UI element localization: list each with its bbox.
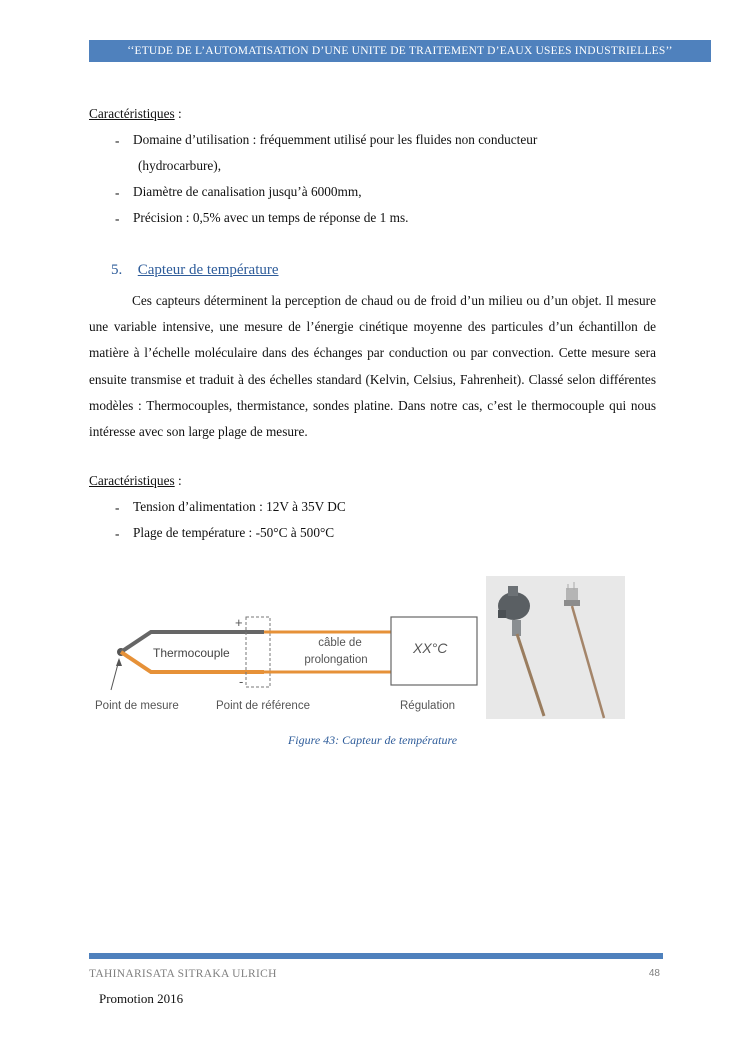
footer-bar	[89, 953, 663, 959]
bullet-item: Plage de température : -50°C à 500°C	[133, 525, 335, 540]
bullet-dash: -	[115, 500, 120, 515]
section-paragraph: Ces capteurs déterminent la perception de chaud ou de froid d’un milieu ou d’un objet. Il mesure une variable intensive, une mesure de l’énergie cinétique moyenne des particules d’un échantillon de matière à l’échelle moléculaire dans des échanges par conduction ou par convection. Cette mesure sera ensuite transmise et traduit à des échelles standard (Kelvin, Celsius, Fahrenheit). Classé selon différentes modèles : Thermocouples, thermistance, sondes platine. Dans notre cas, c’est le thermocouple qui nous intéresse avec son large plage de mesure.	[89, 293, 656, 440]
heading-label: Caractéristiques	[89, 106, 175, 121]
bullet-dash: -	[115, 133, 120, 148]
cable-label-line2: prolongation	[304, 654, 368, 666]
section-title	[111, 262, 279, 279]
page-number: 48	[648, 968, 660, 979]
bullet-item: Diamètre de canalisation jusqu’à 6000mm,	[133, 184, 362, 199]
temperature-sensor-photo	[486, 576, 625, 719]
footer-promotion: Promotion 2016	[99, 991, 184, 1006]
footer-author: TAHINARISATA SITRAKA ULRICH	[89, 968, 277, 980]
point-mesure-label: Point de mesure	[95, 700, 179, 712]
thermocouple-diagram	[89, 572, 484, 722]
plus-label: +	[235, 615, 243, 630]
thermocouple-label: Thermocouple	[153, 646, 230, 660]
cable-label-line1: câble de	[318, 637, 362, 649]
header-title: ‘‘ETUDE DE L’AUTOMATISATION D’UNE UNITE DE TRAITEMENT D’EAUX USEES INDUSTRIELLES’’	[127, 45, 673, 57]
bullet-dash: -	[115, 526, 120, 541]
figure-caption: Figure 43: Capteur de température	[287, 733, 458, 747]
heading-suffix: :	[174, 106, 182, 121]
display-reading: XX°C	[413, 640, 448, 656]
bullet-dash: -	[115, 211, 120, 226]
heading-suffix: :	[174, 473, 182, 488]
arrow-head	[116, 658, 122, 666]
page-header	[89, 40, 711, 62]
bullet-item-continuation: (hydrocarbure),	[138, 158, 222, 173]
characteristics-heading-2	[89, 468, 182, 494]
section-label: Capteur de température	[137, 262, 279, 278]
reference-junction-box	[246, 617, 270, 687]
bullet-item: Domaine d’utilisation : fréquemment utilisé pour les fluides non conducteur	[133, 132, 538, 147]
regulation-label: Régulation	[400, 700, 455, 712]
section-number: 5.	[111, 262, 123, 278]
bullet-item: Précision : 0,5% avec un temps de réponse de 1 ms.	[133, 210, 409, 225]
minus-label: -	[239, 674, 244, 689]
point-reference-label: Point de référence	[216, 700, 310, 712]
heading-label: Caractéristiques	[89, 473, 175, 488]
bullet-item: Tension d’alimentation : 12V à 35V DC	[133, 499, 346, 514]
characteristics-heading-1	[89, 101, 182, 127]
bullet-dash: -	[115, 185, 120, 200]
